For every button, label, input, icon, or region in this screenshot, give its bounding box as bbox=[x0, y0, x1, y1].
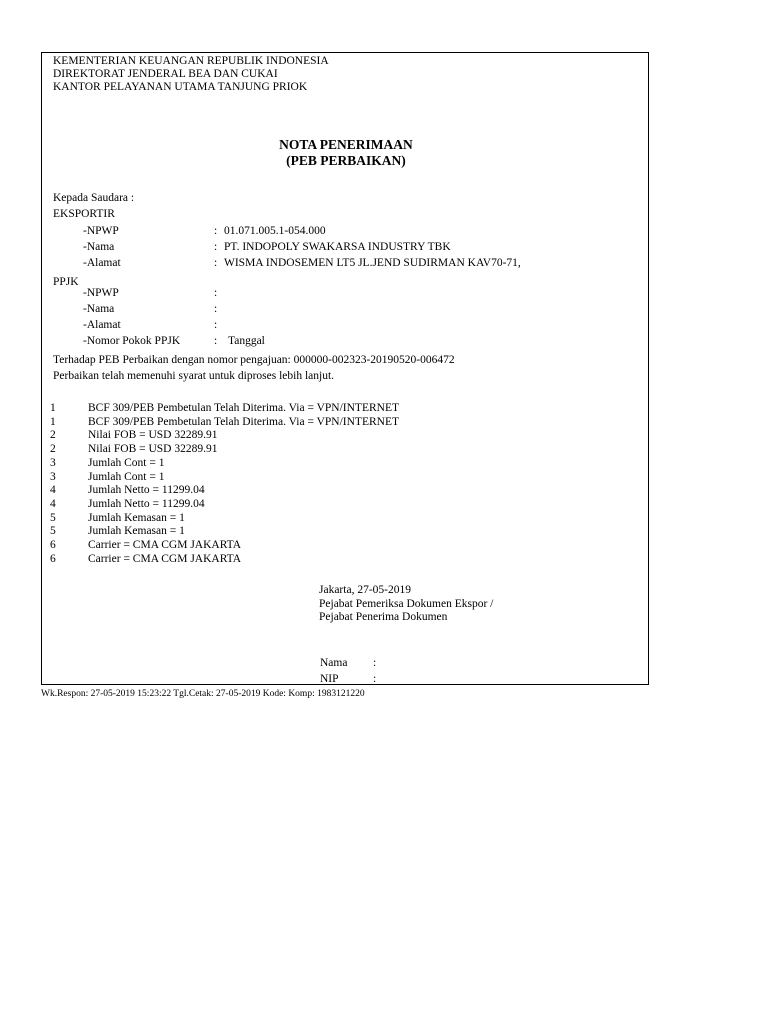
exporter-field-colon: : bbox=[214, 241, 218, 253]
statement-line-1: Terhadap PEB Perbaikan dengan nomor pengajuan: 000000-002323-20190520-006472 bbox=[53, 354, 455, 366]
item-number: 1 bbox=[50, 402, 56, 414]
item-number: 5 bbox=[50, 525, 56, 538]
exporter-field-label: -Nama bbox=[83, 241, 115, 253]
signature-role-1: Pejabat Pemeriksa Dokumen Ekspor / bbox=[319, 598, 494, 610]
signature-place-date: Jakarta, 27-05-2019 bbox=[319, 584, 411, 596]
item-text: Carrier = CMA CGM JAKARTA bbox=[88, 552, 242, 565]
item-text: BCF 309/PEB Pembetulan Telah Diterima. Via = VPN/INTERNET bbox=[88, 415, 399, 428]
item-text: Jumlah Netto = 11299.04 bbox=[88, 484, 205, 497]
item-number: 2 bbox=[50, 429, 56, 442]
header-office: KANTOR PELAYANAN UTAMA TANJUNG PRIOK bbox=[53, 81, 308, 93]
signature-name-colon: : bbox=[373, 657, 377, 669]
greeting: Kepada Saudara : bbox=[53, 192, 135, 204]
ppjk-field-label: -Alamat bbox=[83, 319, 121, 331]
exporter-heading: EKSPORTIR bbox=[53, 208, 115, 220]
ppjk-field-value: Tanggal bbox=[228, 335, 265, 347]
header-ministry: KEMENTERIAN KEUANGAN REPUBLIK INDONESIA bbox=[53, 55, 329, 67]
ppjk-field-colon: : bbox=[214, 287, 218, 299]
exporter-field-colon: : bbox=[214, 225, 218, 237]
ppjk-field-label: -Nomor Pokok PPJK bbox=[83, 335, 181, 347]
item-text: Nilai FOB = USD 32289.91 bbox=[88, 429, 218, 442]
ppjk-field-colon: : bbox=[214, 303, 218, 315]
ppjk-field-label: -NPWP bbox=[83, 287, 119, 299]
item-number: 6 bbox=[50, 539, 56, 551]
item-text: Nilai FOB = USD 32289.91 bbox=[88, 443, 218, 456]
signature-name-label: Nama bbox=[320, 657, 348, 669]
item-number: 5 bbox=[50, 511, 56, 524]
exporter-field-label: -NPWP bbox=[83, 225, 119, 237]
item-number: 1 bbox=[50, 415, 56, 428]
signature-nip-colon: : bbox=[373, 673, 377, 685]
item-number: 6 bbox=[50, 552, 56, 565]
signature-role-2: Pejabat Penerima Dokumen bbox=[319, 611, 448, 623]
item-number: 3 bbox=[50, 470, 56, 483]
item-number: 2 bbox=[50, 443, 56, 456]
ppjk-field-colon: : bbox=[214, 335, 218, 347]
header-directorate: DIREKTORAT JENDERAL BEA DAN CUKAI bbox=[53, 68, 278, 80]
item-text: Carrier = CMA CGM JAKARTA bbox=[88, 539, 242, 551]
item-text: Jumlah Netto = 11299.04 bbox=[88, 497, 205, 510]
ppjk-field-label: -Nama bbox=[83, 303, 115, 315]
item-number: 4 bbox=[50, 484, 56, 497]
item-text: Jumlah Kemasan = 1 bbox=[88, 511, 185, 524]
item-text: BCF 309/PEB Pembetulan Telah Diterima. Via = VPN/INTERNET bbox=[88, 402, 399, 414]
footer-print-info: Wk.Respon: 27-05-2019 15:23:22 Tgl.Cetak: 27-05-2019 Kode: Komp: 1983121220 bbox=[41, 689, 365, 699]
statement-line-2: Perbaikan telah memenuhi syarat untuk diproses lebih lanjut. bbox=[53, 370, 335, 382]
item-number: 3 bbox=[50, 456, 56, 469]
item-text: Jumlah Kemasan = 1 bbox=[88, 525, 185, 538]
doc-title: NOTA PENERIMAAN bbox=[279, 137, 413, 152]
exporter-field-label: -Alamat bbox=[83, 257, 121, 269]
exporter-field-value: 01.071.005.1-054.000 bbox=[224, 225, 326, 237]
ppjk-field-colon: : bbox=[214, 319, 218, 331]
exporter-field-value: WISMA INDOSEMEN LT5 JL.JEND SUDIRMAN KAV70-71, bbox=[224, 257, 521, 269]
signature-nip-label: NIP bbox=[320, 673, 339, 685]
ppjk-heading: PPJK bbox=[53, 276, 79, 288]
item-number: 4 bbox=[50, 497, 56, 510]
item-text: Jumlah Cont = 1 bbox=[88, 470, 165, 483]
exporter-field-value: PT. INDOPOLY SWAKARSA INDUSTRY TBK bbox=[224, 241, 451, 253]
doc-subtitle: (PEB PERBAIKAN) bbox=[286, 153, 406, 168]
exporter-field-colon: : bbox=[214, 257, 218, 269]
item-text: Jumlah Cont = 1 bbox=[88, 456, 165, 469]
document-frame bbox=[41, 52, 649, 685]
